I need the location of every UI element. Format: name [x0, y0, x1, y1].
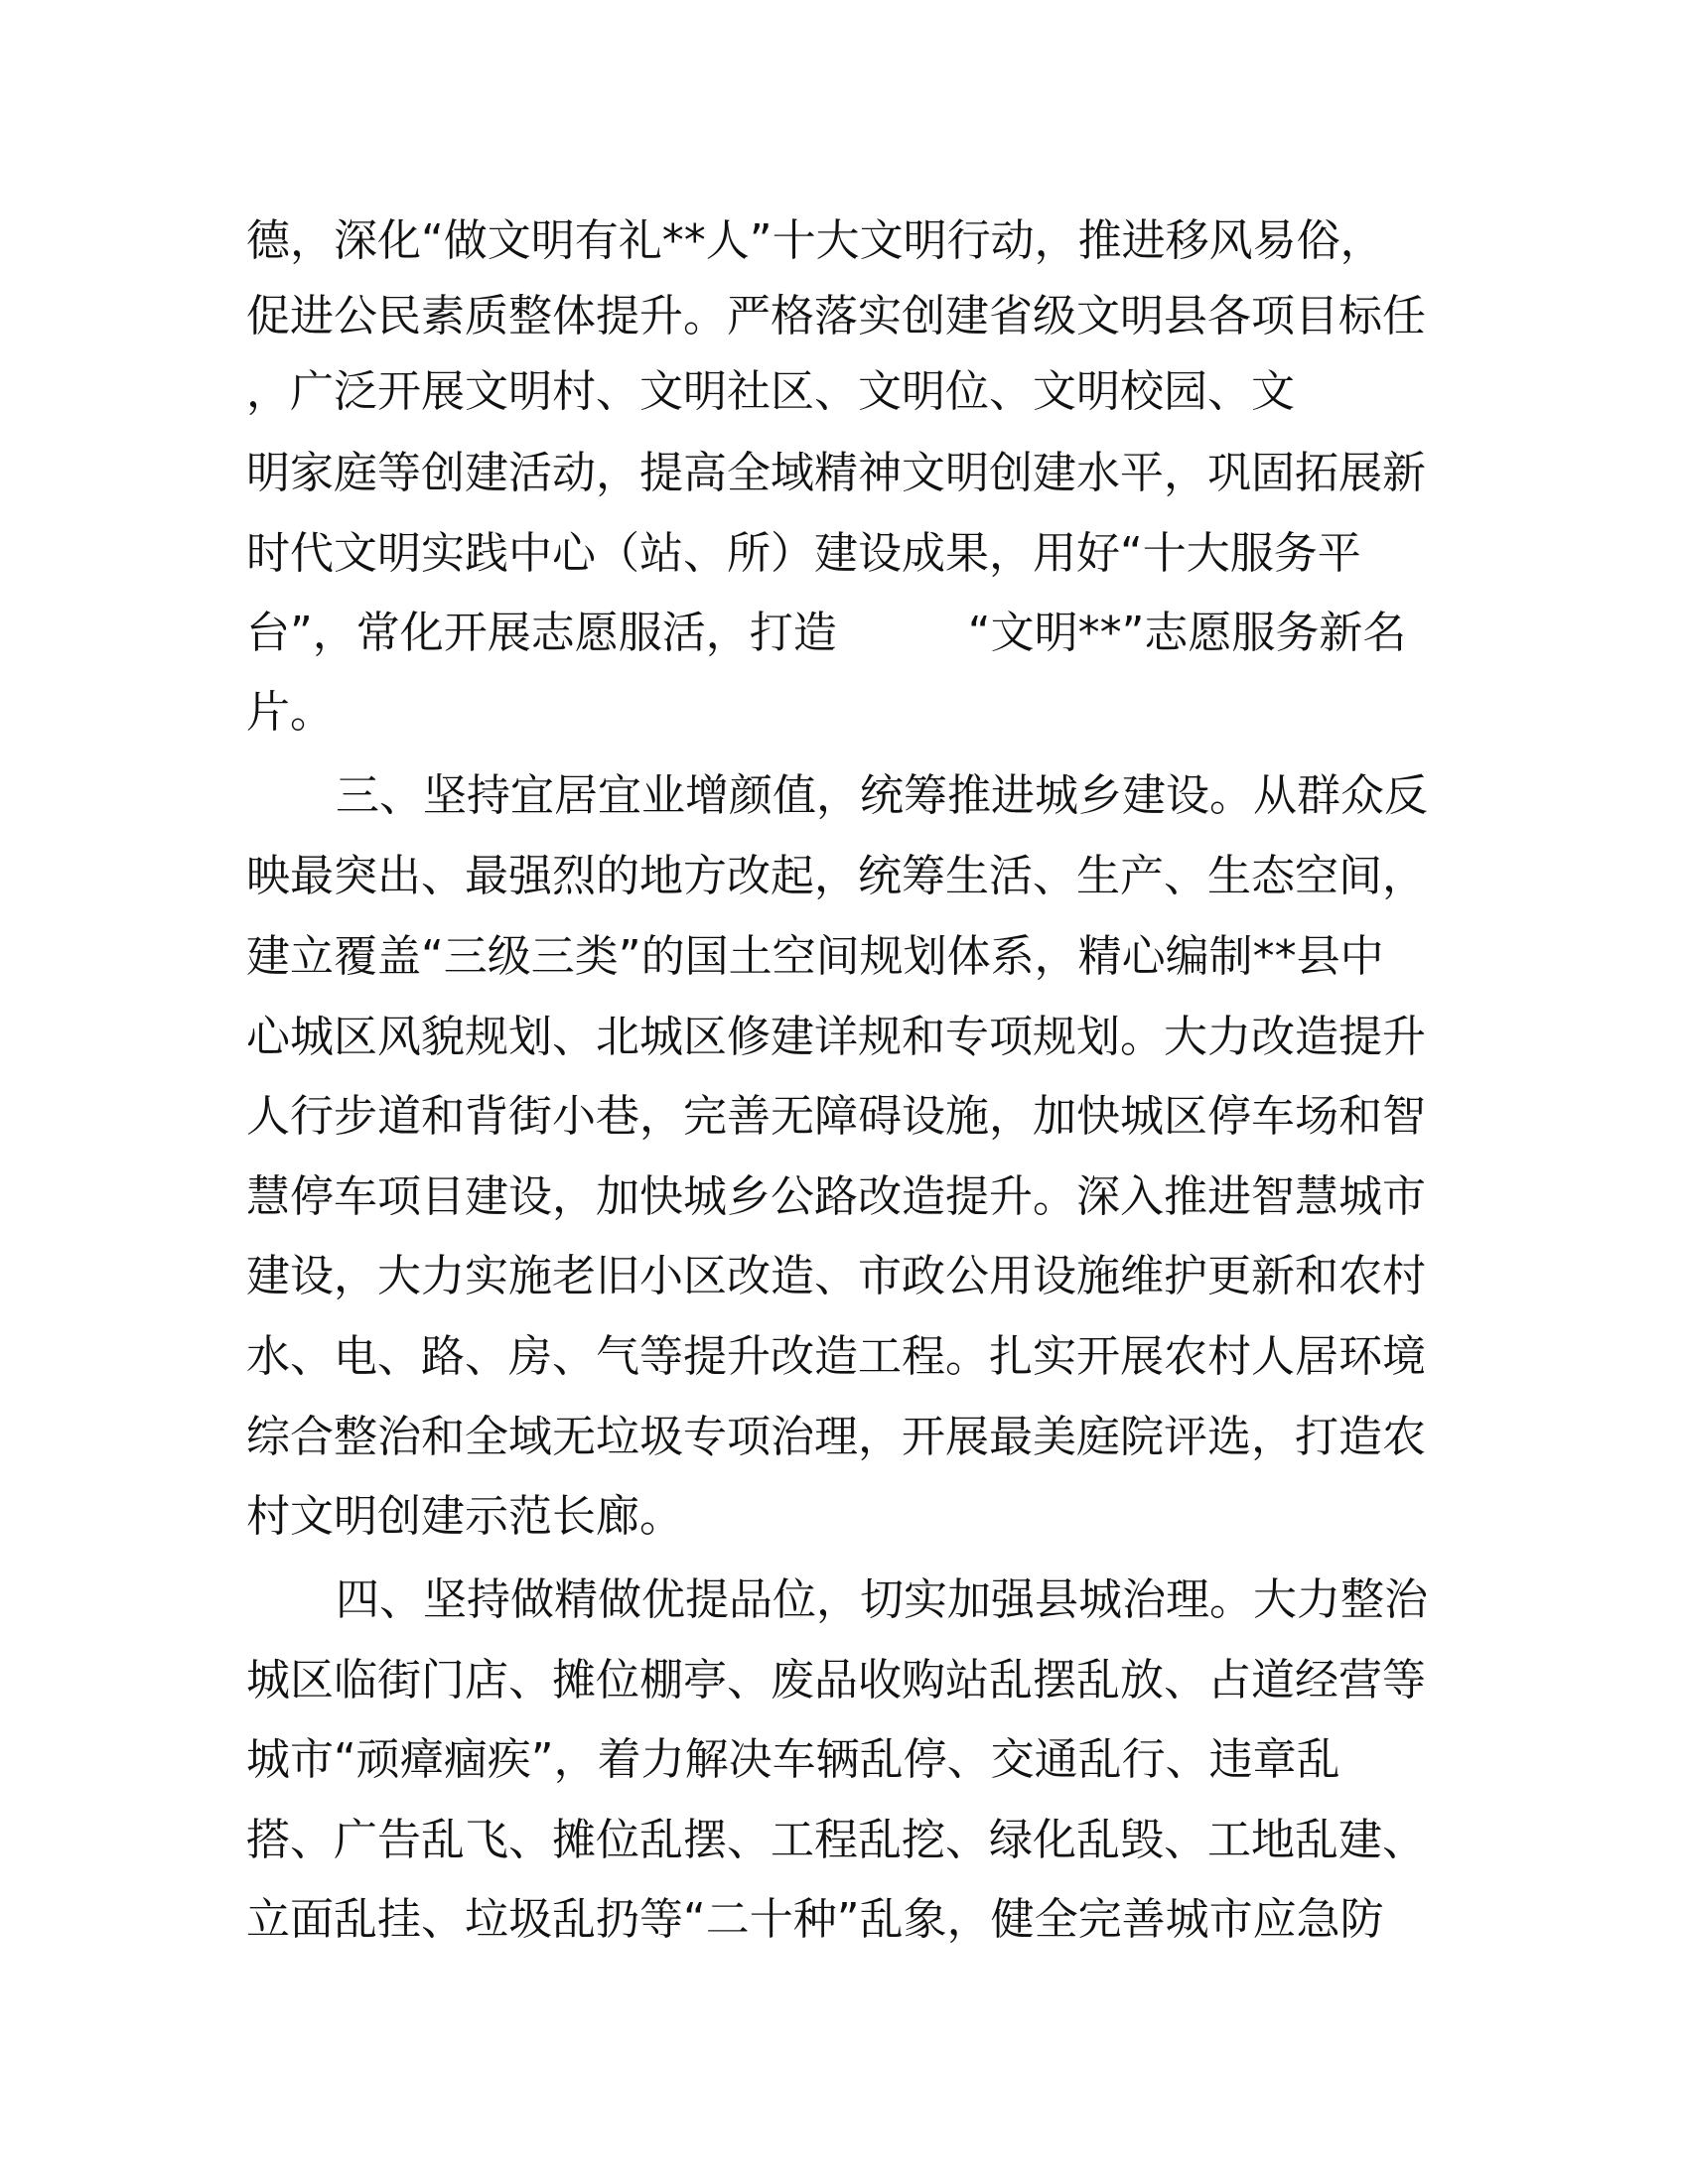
- text-line: 水、电、路、房、气等提升改造工程。扎实开展农村人居环境: [246, 1331, 1426, 1382]
- text-line: 城区临街门店、摊位棚亭、废品收购站乱摆乱放、占道经营等: [246, 1655, 1426, 1706]
- text-line: 心城区风貌规划、北城区修建详规和专项规划。大力改造提升: [246, 1012, 1426, 1062]
- text-line: 立面乱挂、垃圾乱扔等“二十种”乱象，健全完善城市应急防: [246, 1894, 1384, 1945]
- text-line: 建立覆盖“三级三类”的国土空间规划体系，精心编制**县中: [246, 931, 1384, 982]
- text-line: 综合整治和全域无垃圾专项治理，开展最美庭院评选，打造农: [246, 1412, 1426, 1462]
- text-line: 村文明创建示范长廊。: [246, 1491, 683, 1542]
- text-line: 时代文明实践中心（站、所）建设成果，用好“十大服务平: [246, 528, 1361, 579]
- text-line: 促进公民素质整体提升。严格落实创建省级文明县各项目标任: [246, 291, 1426, 341]
- text-line: 慧停车项目建设，加快城乡公路改造提升。深入推进智慧城市: [246, 1171, 1426, 1222]
- text-line: 建设，大力实施老旧小区改造、市政公用设施维护更新和农村: [246, 1251, 1426, 1301]
- text-line: 明家庭等创建活动，提高全域精神文明创建水平，巩固拓展新: [246, 448, 1426, 498]
- text-line: 映最突出、最强烈的地方改起，统筹生活、生产、生态空间，: [246, 851, 1426, 901]
- text-line: 台”，常化开展志愿服活，打造 “文明**”志愿服务新名: [246, 608, 1407, 658]
- text-line: 片。: [246, 687, 334, 738]
- text-line: 搭、广告乱飞、摊位乱摆、工程乱挖、绿化乱毁、工地乱建、: [246, 1815, 1426, 1865]
- text-line: 人行步道和背街小巷，完善无障碍设施，加快城区停车场和智: [246, 1091, 1426, 1142]
- text-line: 德，深化“做文明有礼**人”十大文明行动，推进移风易俗，: [246, 215, 1384, 266]
- paragraph-heading-four: 四、坚持做精做优提品位，切实加强县城治理。大力整治: [336, 1574, 1428, 1625]
- text-line: 城市“顽瘴痼疾”，着力解决车辆乱停、交通乱行、违章乱: [246, 1734, 1340, 1785]
- text-line: ，广泛开展文明村、文明社区、文明位、文明校园、文: [246, 366, 1295, 417]
- paragraph-heading-three: 三、坚持宜居宜业增颜值，统筹推进城乡建设。从群众反: [336, 770, 1428, 821]
